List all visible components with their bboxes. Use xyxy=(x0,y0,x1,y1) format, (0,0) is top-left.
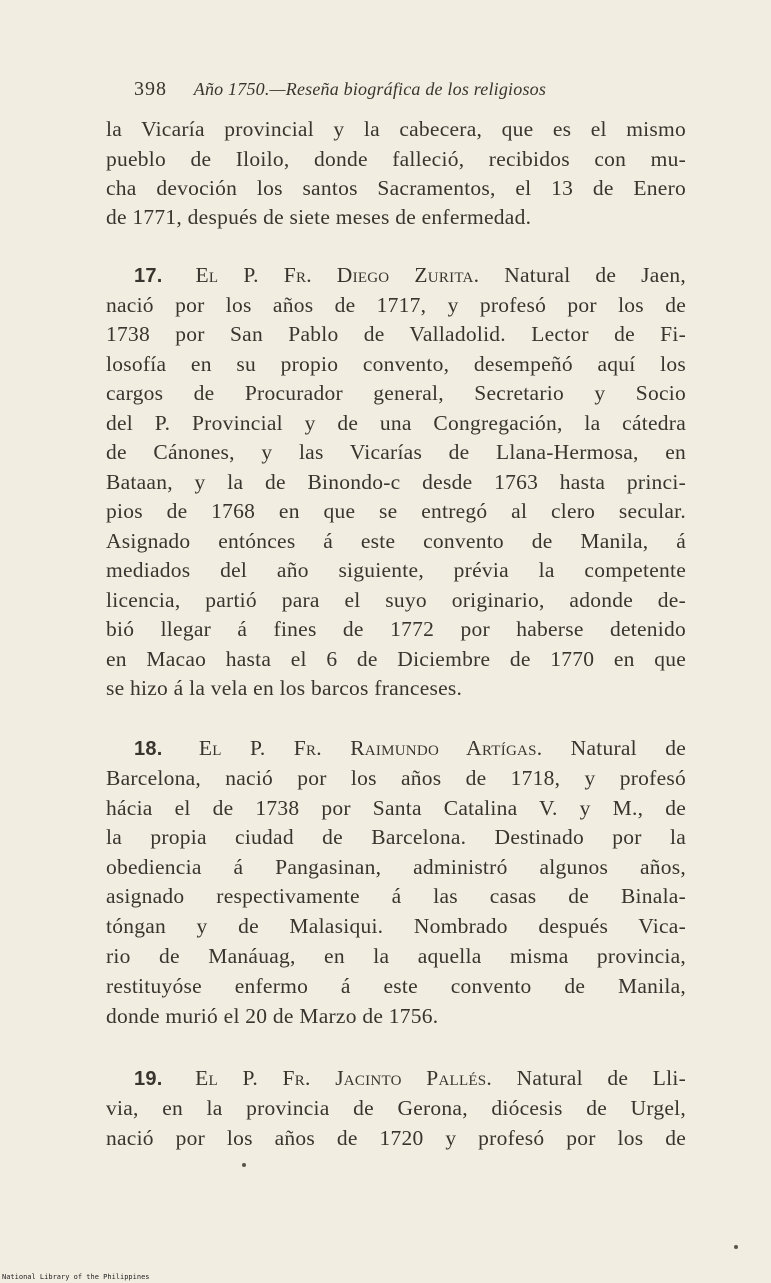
entry-number: 19. xyxy=(134,1068,163,1090)
entry-text: Natural de xyxy=(570,736,687,760)
page-number: 398 xyxy=(134,78,167,100)
entry-18-heading xyxy=(134,733,686,763)
text-line: se hizo á la vela en los barcos franceses. xyxy=(106,676,463,700)
text-line: nació por los años de 1720 y profesó por los de xyxy=(106,1126,686,1150)
ink-speck xyxy=(734,1245,738,1249)
entry-number: 17. xyxy=(134,265,163,287)
text-line: Asignado entónces á este convento de Manila, á xyxy=(106,529,686,553)
text-line: nació por los años de 1717, y profesó por los de xyxy=(106,293,686,317)
text-line: pios de 1768 en que se entregó al clero secular. xyxy=(106,499,686,523)
ink-speck xyxy=(242,1163,246,1167)
entry-text: Natural de Lli- xyxy=(516,1066,686,1090)
entry-text: Natural de Jaen, xyxy=(504,263,687,287)
text-line: la Vicaría provincial y la cabecera, que es el mismo xyxy=(106,117,686,141)
text-line: bió llegar á fines de 1772 por haberse detenido xyxy=(106,617,686,641)
entry-19-heading xyxy=(134,1063,686,1093)
text-line: tóngan y de Malasiqui. Nombrado después Vica- xyxy=(106,914,686,938)
library-credit: National Library of the Philippines xyxy=(2,1273,150,1281)
text-line: de Cánones, y las Vicarías de Llana-Hermosa, en xyxy=(106,440,686,464)
text-line: Barcelona, nació por los años de 1718, y profesó xyxy=(106,766,686,790)
text-line: rio de Manáuag, en la aquella misma provincia, xyxy=(106,944,686,968)
text-line: del P. Provincial y de una Congregación, la cátedra xyxy=(106,411,686,435)
text-line: cargos de Procurador general, Secretario y Socio xyxy=(106,381,686,405)
text-line: donde murió el 20 de Marzo de 1756. xyxy=(106,1004,439,1028)
text-line: hácia el de 1738 por Santa Catalina V. y M., de xyxy=(106,796,686,820)
running-head xyxy=(134,74,694,104)
text-line: Bataan, y la de Binondo-c desde 1763 hasta princi- xyxy=(106,470,686,494)
text-line: mediados del año siguiente, prévia la competente xyxy=(106,558,686,582)
text-line: de 1771, después de siete meses de enfermedad. xyxy=(106,205,532,229)
text-line: licencia, partió para el suyo originario, adonde de- xyxy=(106,588,686,612)
running-title: Año 1750.—Reseña biográfica de los religiosos xyxy=(193,79,547,99)
text-line: 1738 por San Pablo de Valladolid. Lector de Fi- xyxy=(106,322,686,346)
entry-17-heading xyxy=(134,260,686,290)
entry-number: 18. xyxy=(134,738,163,760)
text-line: via, en la provincia de Gerona, diócesis de Urgel, xyxy=(106,1096,686,1120)
text-line: obediencia á Pangasinan, administró algunos años, xyxy=(106,855,686,879)
entry-name: El P. Fr. Diego Zurita. xyxy=(195,263,480,287)
text-line: en Macao hasta el 6 de Diciembre de 1770 en que xyxy=(106,647,686,671)
text-line: cha devoción los santos Sacramentos, el 13 de Enero xyxy=(106,176,686,200)
entry-name: El P. Fr. Raimundo Artígas. xyxy=(198,736,543,760)
entry-name: El P. Fr. Jacinto Pallés. xyxy=(195,1066,493,1090)
text-line: pueblo de Iloilo, donde falleció, recibidos con mu- xyxy=(106,147,686,171)
text-line: losofía en su propio convento, desempeñó aquí los xyxy=(106,352,686,376)
text-line: la propia ciudad de Barcelona. Destinado por la xyxy=(106,825,686,849)
text-line: asignado respectivamente á las casas de Binala- xyxy=(106,884,686,908)
text-line: restituyóse enfermo á este convento de Manila, xyxy=(106,974,686,998)
